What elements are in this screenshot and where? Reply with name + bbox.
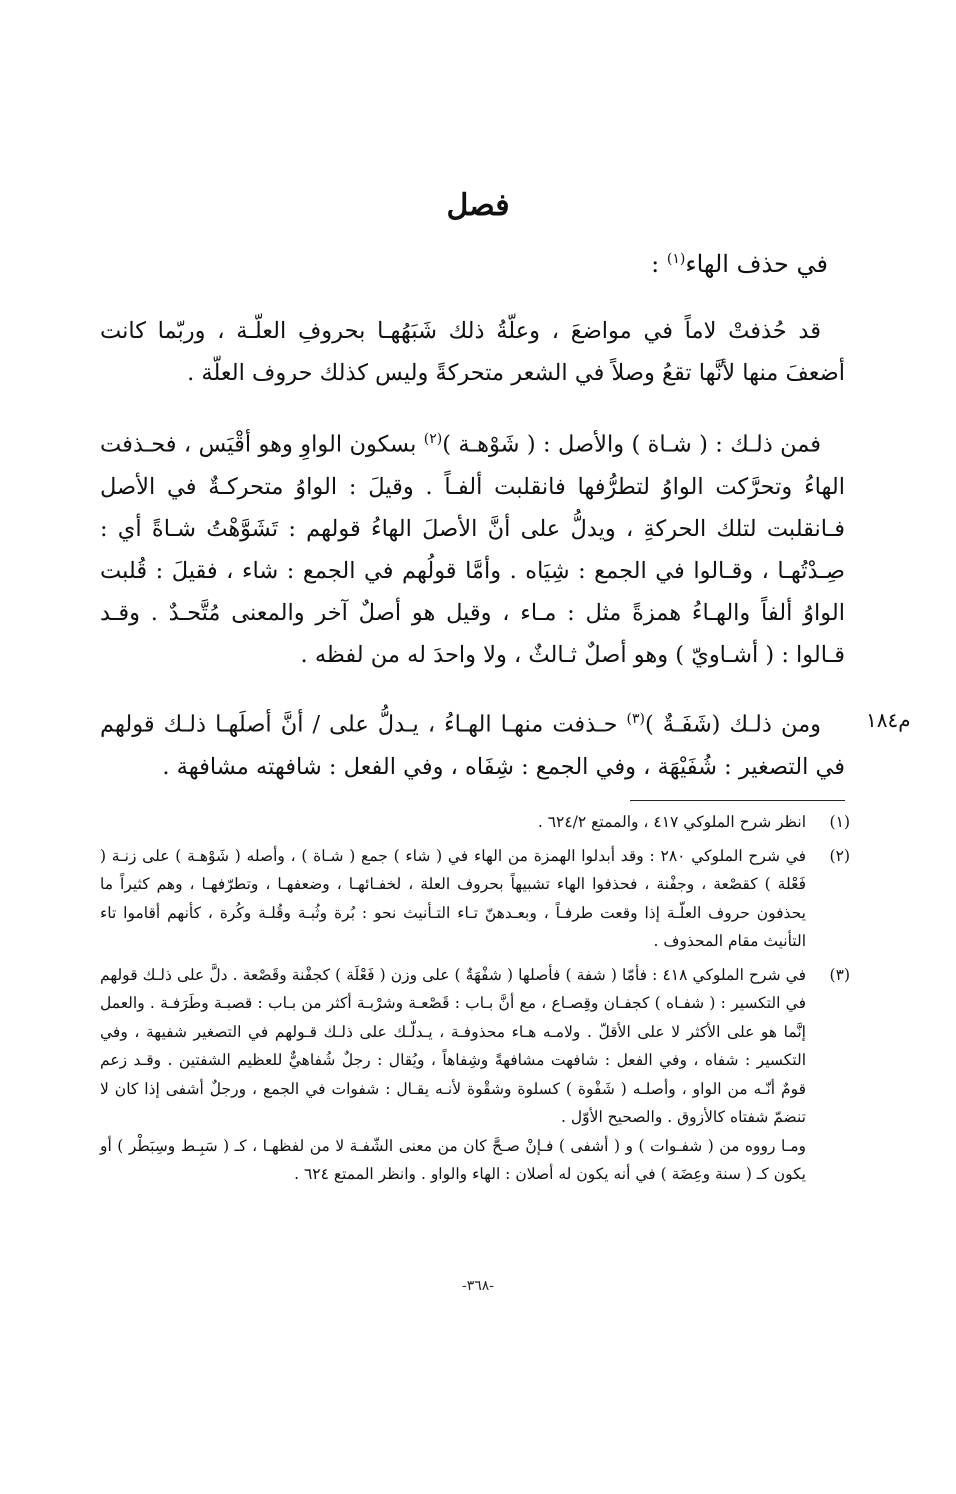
footnote-ref-1[interactable]: (١): [666, 251, 686, 267]
subtitle-text: في حذف الهاء: [685, 250, 828, 278]
footnote-3: [100, 961, 850, 1189]
page-number: -٣٦٨-: [461, 1278, 495, 1294]
footnote-number: (١): [829, 813, 850, 831]
paragraph-2-text-a: فمن ذلـك : ( شـاة ) والأصل : ( شَوْهـة ): [442, 431, 822, 458]
section-subtitle: [651, 250, 828, 278]
footnote-body: [100, 961, 806, 1189]
paragraph-3-text-b: حـذفت منهـا الهـاءُ ، يـدلُّ على / أنَّ أصلَهـا ذلـك قولهم في التصغير : شُفَيْهَة ، وفي الجمع : شِفَاه ، وفي الفعل : شافهته مشافهة .: [100, 711, 845, 780]
footnote-body: [100, 808, 806, 837]
footnote-1: [100, 808, 850, 837]
footnote-number: (٢): [829, 846, 850, 865]
footnote-ref-2[interactable]: (٢): [423, 431, 443, 447]
footnote-separator: [630, 800, 845, 801]
paragraph-1-text: قد حُذفتْ لاماً في مواضعَ ، وعلّةُ ذلك شَبَهُهـا بحروفِ العلّـة ، وربّما كانت أضعفَ منها لأنَّها تقعُ وصلاً في الشعر متحركةً وليس كذلك حروف العلّة .: [100, 318, 845, 386]
footnotes: [100, 808, 850, 1194]
footnote-text: في شرح الملوكي ٤١٨ : فأمّا ( شفة ) فأصلها ( شفْهَةٌ ) على وزن ( فَعْلَة ) كجفْنة وقَصْعة . دلَّ على ذلـك قولهم في التكسير : ( شفـاه ) كجفـان وقِصـاع ، مع أنَّ بـاب : قَصْعـة وشرْبـة أكثر من بـاب : قصبـة وطَرَفـة . والعمل إنَّما هو على الأكثر لا على الأقلّ . ولامـه هـاء محذوفـة ، يـدلّـك على ذلـك قـولهم في التصغير شفيهة ، وفي التكسير : شفاه ، وفي الفعل : شافهت مشافهةً وشِفاهاً ، ويُقال : رجلٌ شُفاهيٌّ للعظيم الشفتين . وقـد زعم قومٌ أنّـه من الواو ، وأصلـه ( شَفْوة ) كسلوة وشقْوة لأنـه يقـال : شفوات في الجمع ، ورجلٌ أشفى إذا كان لا تنضمّ شفتاه كالأزوق . والصحيح الأوّل .: [100, 965, 806, 1126]
paragraph-3: [100, 698, 845, 788]
footnote-2: [100, 842, 850, 956]
subtitle-colon: :: [651, 250, 667, 278]
section-title: فصل: [446, 188, 510, 223]
paragraph-1: [100, 310, 845, 394]
paragraph-3-text-a: ومن ذلـك (شَفَـةٌ ): [644, 711, 821, 738]
manuscript-folio-marker: م١٨٤: [866, 708, 911, 732]
paragraph-2-text-b: بسكون الواوِ وهو أقْيَس ، فحـذفت الهاءُ وتحرَّكت الواوُ لتطرُّفها فانقلبت ألفـاً . وقيلَ : الواوُ متحركـةٌ في الأصل فـانقلبت لتلك الحركةِ ، ويدلُّ على أنَّ الأصلَ الهاءُ قولهم : تَشَوَّهْتُ شـاةً أي : صِـدْتُهـا ، وقـالوا في الجمع : شِيَاه . وأمَّا قولُهم في الجمع : شاء ، فقيلَ : قُلبت الواوُ ألفاً والهـاءُ همزةً مثل : مـاء ، وقيل هو أصلٌ آخر والمعنى مُتَّحـدٌ . وقـد قـالوا : ( أشـاويّ ) وهو أصلٌ ثـالثٌ ، ولا واحدَ له من لفظه .: [100, 431, 845, 668]
footnote-text-continued: ومـا رووه من ( شفـوات ) و ( أشفى ) فـإنْ صـحَّ كان من معنى الشّفـة لا من لفظهـا ، كـ ( سَبِـط وسِبَطْر ) أو يكون كـ ( سنة وعِضَة ) في أنه يكون له أصلان : الهاء والواو . وانظر الممتع ٦٢٤ .: [100, 1136, 806, 1183]
footnote-body: [100, 842, 806, 956]
footnote-number: (٣): [829, 965, 850, 984]
footnote-ref-3[interactable]: (٣): [626, 711, 645, 727]
footnote-text: في شرح الملوكي ٢٨٠ : وقد أبدلوا الهمزة من الهاء في ( شاء ) جمع ( شـاة ) ، وأصله ( شَوْهـة ) على زنـة ( فَعْلة ) كقصْعة ، وجفْنة ، فحذفوا الهاء تشبيهاً بحروف العلة ، لخفـائهـا ، وضعفهـا ، وتطرّفهـا ، وهم كثيراً ما يحذفون حروف العلّـة إذا وقعت طرفـاً ، وبعـدهنّ تـاء التـأنيث نحو : بُرة وثُبـة وقُلـة وكُرة ، كأنهم أقاموا تاء التأنيث مقام المحذوف .: [100, 846, 806, 950]
footnote-text: انظر شرح الملوكي ٤١٧ ، والممتع ٦٢٤/٢ .: [537, 813, 806, 831]
paragraph-2: [100, 418, 845, 676]
